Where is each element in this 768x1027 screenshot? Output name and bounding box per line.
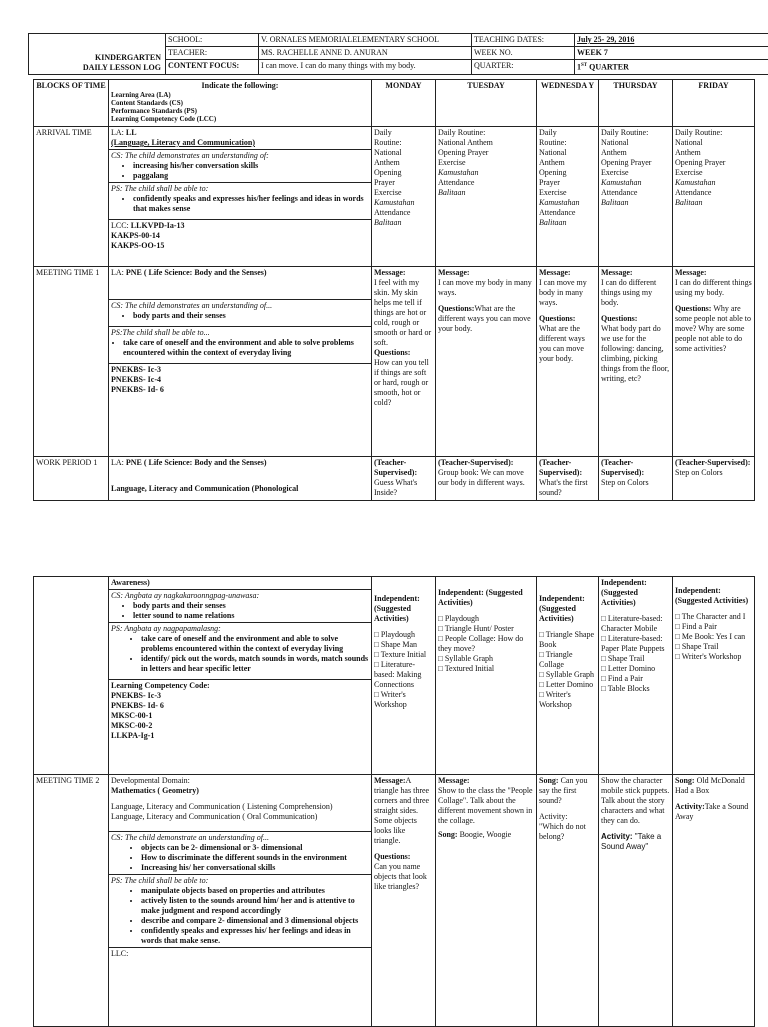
dates-value: July 25- 29, 2016 bbox=[575, 34, 768, 47]
song-text: Old McDonald Had a Box bbox=[675, 776, 745, 795]
cs-item: • letter sound to name relations bbox=[133, 611, 369, 621]
meeting1-wednesday bbox=[537, 267, 599, 457]
routine-line: Balitaan bbox=[438, 188, 534, 198]
domain-lang2: Language, Literacy and Communication ( Oral Communication) bbox=[111, 812, 369, 822]
questions-label: Questions: bbox=[438, 304, 474, 313]
activity-label: Activity: bbox=[539, 812, 596, 822]
block-arrival: ARRIVAL TIME bbox=[34, 127, 109, 267]
work1cont-cs bbox=[109, 589, 371, 622]
activity-item: □ Writer's Workshop bbox=[539, 690, 596, 710]
lcc-code: KAKPS-00-14 bbox=[111, 231, 160, 240]
meeting1-tuesday bbox=[436, 267, 537, 457]
meeting1-ps bbox=[109, 326, 371, 363]
message-label: Message: bbox=[675, 268, 752, 278]
meeting2-domain bbox=[109, 775, 371, 831]
legend-ps: Performance Standards (PS) bbox=[111, 107, 369, 115]
la-label: LA: bbox=[111, 268, 124, 277]
routine-line: Exercise bbox=[438, 158, 534, 168]
message-text: I can move my body in many ways. bbox=[539, 278, 596, 308]
routine-line: Prayer bbox=[374, 178, 433, 188]
activity-item: □ Texture Initial bbox=[374, 650, 433, 660]
work1cont-ps bbox=[109, 622, 371, 679]
indicate-heading: Indicate the following: bbox=[111, 81, 369, 91]
routine-line: Opening Prayer bbox=[675, 158, 752, 168]
cs-intro: CS: The child demonstrate an understanding of... bbox=[111, 833, 369, 843]
routine-line: Exercise bbox=[374, 188, 433, 198]
meeting1-codes bbox=[109, 363, 371, 396]
work1cont-wednesday bbox=[537, 577, 599, 775]
activity-item: □ Syllable Graph bbox=[539, 670, 596, 680]
routine-line: National bbox=[601, 138, 670, 148]
activity-text: "Which do not belong? bbox=[539, 822, 596, 842]
la-code: LL bbox=[126, 128, 137, 137]
header-title bbox=[29, 34, 166, 75]
lcc-code: LLKVPD-Ia-13 bbox=[131, 221, 185, 230]
work1-wednesday bbox=[537, 457, 599, 501]
lcc-title: Learning Competency Code: bbox=[111, 681, 369, 691]
lcc-code: PNEKBS- Ic-3 bbox=[111, 365, 369, 375]
meeting2-wednesday bbox=[537, 775, 599, 1027]
arrival-ps bbox=[109, 182, 371, 219]
cs-item: • body parts and their senses bbox=[133, 601, 369, 611]
la-value-2: Language, Literacy and Communication (Phonological bbox=[111, 484, 369, 494]
block-work1-continued bbox=[34, 577, 109, 775]
col-blocks: BLOCKS OF TIME bbox=[34, 80, 109, 127]
activity-item: □ Shape Man bbox=[374, 640, 433, 650]
work1-friday bbox=[673, 457, 755, 501]
teacher-label: TEACHER: bbox=[166, 47, 259, 60]
routine-line: Opening Prayer bbox=[438, 148, 534, 158]
meeting1-friday bbox=[673, 267, 755, 457]
col-indicate bbox=[109, 80, 372, 127]
activity-item: □ Writer's Workshop bbox=[675, 652, 752, 662]
ps-item: • confidently speaks and expresses his/ her feelings and ideas in words that make sense. bbox=[141, 926, 369, 946]
independent-heading: Independent: (Suggested Activities) bbox=[539, 594, 596, 624]
activity-text: Step on Colors bbox=[675, 468, 752, 478]
message-text: I can do different things using my body. bbox=[675, 278, 752, 298]
work1-indicators bbox=[109, 457, 372, 501]
ps-intro: PS: The child shall be able to: bbox=[111, 184, 369, 194]
activity-item: □ Playdough bbox=[438, 614, 534, 624]
song-label: Song: bbox=[539, 776, 559, 785]
thursday-text: Show the character mobile stick puppets. Talk about the story characters and what they can do. bbox=[601, 776, 670, 826]
routine-line: Daily bbox=[374, 128, 433, 138]
activity-heading: (Teacher-Supervised): bbox=[601, 458, 670, 478]
cs-item: • Increasing his/ her conversational skills bbox=[141, 863, 369, 873]
routine-line: National bbox=[539, 148, 596, 158]
questions-text: How can you tell if things are soft or hard, rough or smooth, hot or cold? bbox=[374, 358, 433, 408]
activity-item: □ Literature-based: Making Connections bbox=[374, 660, 433, 690]
activity-heading: (Teacher-Supervised): bbox=[438, 458, 534, 468]
activity-item: □ Shape Trail bbox=[675, 642, 752, 652]
la-label: LA: bbox=[111, 458, 124, 467]
meeting2-friday bbox=[673, 775, 755, 1027]
school-value: V. ORNALES MEMORIALELEMENTARY SCHOOL bbox=[259, 34, 472, 47]
activity-text: Step on Colors bbox=[601, 478, 670, 488]
lcc-code: PNEKBS- Ic-3 bbox=[111, 691, 369, 701]
message-label: Message: bbox=[438, 776, 534, 786]
arrival-la bbox=[109, 127, 371, 149]
activity-item: □ Syllable Graph bbox=[438, 654, 534, 664]
activity-label: Activity: bbox=[675, 802, 705, 811]
routine-line: Kamustahan bbox=[539, 198, 596, 208]
quarter-label: QUARTER: bbox=[472, 60, 575, 75]
activity-item: □ Table Blocks bbox=[601, 684, 670, 694]
activity-text: What's the first sound? bbox=[539, 478, 596, 498]
meeting2-cs bbox=[109, 831, 371, 874]
questions-label: Questions: bbox=[539, 314, 596, 324]
school-label: SCHOOL: bbox=[166, 34, 259, 47]
routine-line: Opening bbox=[374, 168, 433, 178]
activity-heading: (Teacher-Supervised): bbox=[539, 458, 596, 478]
work1cont-tuesday bbox=[436, 577, 537, 775]
questions-text: What are the different ways you can move your body. bbox=[539, 324, 596, 364]
la-label: LA: bbox=[111, 128, 124, 137]
focus-value: I can move. I can do many things with my body. bbox=[259, 60, 472, 75]
arrival-lcc bbox=[109, 219, 371, 252]
activity-item: □ Me Book: Yes I can bbox=[675, 632, 752, 642]
llc-label: LLC: bbox=[109, 947, 371, 960]
week-value: WEEK 7 bbox=[575, 47, 768, 60]
lcc-label: LCC: bbox=[111, 221, 129, 230]
questions-text: Can you name objects that look like triangles? bbox=[374, 862, 433, 892]
activity-item: □ Triangle Shape Book bbox=[539, 630, 596, 650]
questions-label: Questions: bbox=[601, 314, 670, 324]
routine-line: Balitaan bbox=[374, 218, 433, 228]
focus-label: CONTENT FOCUS: bbox=[166, 60, 259, 75]
message-text: I can move my body in many ways. bbox=[438, 278, 534, 298]
independent-heading: Independent: (Suggested Activities) bbox=[675, 586, 752, 606]
routine-line: Balitaan bbox=[539, 218, 596, 228]
legend-lcc: Learning Competency Code (LCC) bbox=[111, 115, 369, 123]
routine-line: Daily Routine: bbox=[601, 128, 670, 138]
song-label: Song: bbox=[438, 830, 458, 839]
message-label: Message: bbox=[539, 268, 596, 278]
lcc-code: PNEKBS- Id- 6 bbox=[111, 701, 369, 711]
lcc-code: PNEKBS- Ic-4 bbox=[111, 375, 369, 385]
message-text: A triangle has three corners and three straight sides. Some objects looks like triangle. bbox=[374, 776, 429, 845]
routine-line: Attendance bbox=[601, 188, 670, 198]
routine-line: National bbox=[675, 138, 752, 148]
col-monday: MONDAY bbox=[372, 80, 436, 127]
routine-line: Exercise bbox=[539, 188, 596, 198]
activity-heading: (Teacher-Supervised): bbox=[675, 458, 752, 468]
lcc-code: MKSC-00-2 bbox=[111, 721, 369, 731]
ps-item: • take care of oneself and the environment and able to solve problems encountered within the context of everyday living bbox=[123, 338, 369, 358]
cs-item: • body parts and their senses bbox=[133, 311, 369, 321]
cs-intro: CS: Angbata ay nagkakaroonngpag-unawasa: bbox=[111, 591, 369, 601]
title-line2: DAILY LESSON LOG bbox=[31, 63, 161, 73]
routine-line: Balitaan bbox=[601, 198, 670, 208]
routine-line: Anthem bbox=[675, 148, 752, 158]
activity-item: □ Literature-based: Character Mobile bbox=[601, 614, 670, 634]
quarter-num: 1 bbox=[577, 63, 581, 72]
questions-text: What are the different ways you can move your body. bbox=[438, 304, 531, 333]
ps-intro: PS:The child shall be able to... bbox=[111, 328, 369, 338]
activity-item: □ Find a Pair bbox=[601, 674, 670, 684]
arrival-friday bbox=[673, 127, 755, 267]
activity-item: □ Triangle Hunt/ Poster bbox=[438, 624, 534, 634]
block-meeting1: MEETING TIME 1 bbox=[34, 267, 109, 457]
lcc-code: LLKPA-Ig-1 bbox=[111, 731, 369, 741]
work1cont-friday bbox=[673, 577, 755, 775]
work1-monday bbox=[372, 457, 436, 501]
work1cont-monday bbox=[372, 577, 436, 775]
quarter-sup: ST bbox=[581, 63, 587, 68]
activity-item: □ Letter Domino bbox=[601, 664, 670, 674]
activity-item: □ Textured Initial bbox=[438, 664, 534, 674]
title-line1: KINDERGARTEN bbox=[31, 53, 161, 63]
arrival-tuesday bbox=[436, 127, 537, 267]
message-label: Message: bbox=[438, 268, 534, 278]
routine-line: Attendance bbox=[675, 188, 752, 198]
routine-line: Routine: bbox=[539, 138, 596, 148]
header-table bbox=[28, 33, 768, 75]
routine-line: Kamustahan bbox=[675, 178, 752, 188]
work1-thursday bbox=[599, 457, 673, 501]
legend-la: Learning Area (LA) bbox=[111, 91, 369, 99]
message-text: Show to the class the "People Collage". Talk about the different movement shown in the collage. bbox=[438, 786, 534, 826]
meeting1-la bbox=[109, 267, 371, 299]
routine-line: Balitaan bbox=[675, 198, 752, 208]
dates-label: TEACHING DATES: bbox=[472, 34, 575, 47]
cs-intro: CS: The child demonstrates an understanding of... bbox=[111, 301, 369, 311]
week-label: WEEK NO. bbox=[472, 47, 575, 60]
meeting1-indicators bbox=[109, 267, 372, 457]
activity-item: □ Triangle Collage bbox=[539, 650, 596, 670]
ps-item: • identify/ pick out the words, match sounds in words, match sounds in letters and hear specific letter bbox=[141, 654, 369, 674]
activity-text: Take a Sound Away bbox=[675, 802, 748, 821]
routine-line: Daily Routine: bbox=[675, 128, 752, 138]
teacher-value: MS. RACHELLE ANNE D. ANURAN bbox=[259, 47, 472, 60]
routine-line: National Anthem bbox=[438, 138, 534, 148]
arrival-thursday bbox=[599, 127, 673, 267]
legend-cs: Content Standards (CS) bbox=[111, 99, 369, 107]
message-text: I feel with my skin. My skin helps me tell if things are hot or cold, rough or smooth or hard or soft. bbox=[374, 278, 433, 348]
questions-label: Questions: bbox=[374, 348, 433, 358]
arrival-cs bbox=[109, 149, 371, 182]
activity-text: Group book: We can move our body in different ways. bbox=[438, 468, 534, 488]
activity-item: □ Writer's Workshop bbox=[374, 690, 433, 710]
song-label: Song: bbox=[675, 776, 695, 785]
questions-label: Questions: bbox=[675, 304, 711, 313]
ps-item: • actively listen to the sounds around him/ her and is attentive to make judgment and respond accordingly bbox=[141, 896, 369, 916]
ps-intro: PS: The child shall be able to: bbox=[111, 876, 369, 886]
independent-heading: Independent: (Suggested Activities) bbox=[601, 578, 670, 608]
routine-line: Anthem bbox=[539, 158, 596, 168]
activity-text: Guess What's Inside? bbox=[374, 478, 433, 498]
routine-line: Daily bbox=[539, 128, 596, 138]
routine-line: Attendance bbox=[374, 208, 433, 218]
routine-line: Kamustahan bbox=[438, 168, 534, 178]
activity-item: □ Playdough bbox=[374, 630, 433, 640]
arrival-indicators bbox=[109, 127, 372, 267]
routine-line: Anthem bbox=[374, 158, 433, 168]
song-text: Boogie, Woogie bbox=[460, 830, 512, 839]
awareness-text: Awareness) bbox=[109, 577, 371, 589]
routine-line: Exercise bbox=[601, 168, 670, 178]
ps-item: • take care of oneself and the environment and able to solve problems encountered within the context of everyday living bbox=[141, 634, 369, 654]
domain-lang1: Language, Literacy and Communication ( Listening Comprehension) bbox=[111, 802, 369, 812]
activity-item: □ The Character and I bbox=[675, 612, 752, 622]
song-text: Can you say the first sound? bbox=[539, 776, 587, 805]
questions-text: What body part do we use for the following: dancing, climbing, picking things from the floor, writing, etc? bbox=[601, 324, 670, 384]
quarter-value bbox=[575, 60, 768, 75]
activity-item: □ Find a Pair bbox=[675, 622, 752, 632]
quarter-word: QUARTER bbox=[587, 63, 629, 72]
routine-line: National bbox=[374, 148, 433, 158]
col-tuesday: TUESDAY bbox=[436, 80, 537, 127]
independent-heading: Independent: (Suggested Activities) bbox=[438, 588, 534, 608]
activity-label: Activity: bbox=[601, 832, 633, 841]
routine-line: Prayer bbox=[539, 178, 596, 188]
message-label: Message: bbox=[374, 268, 433, 278]
message-label: Message: bbox=[374, 776, 406, 785]
activity-item: □ Shape Trail bbox=[601, 654, 670, 664]
activity-item: □ Letter Domino bbox=[539, 680, 596, 690]
routine-line: Daily Routine: bbox=[438, 128, 534, 138]
cs-item: • How to discriminate the different sounds in the environment bbox=[141, 853, 369, 863]
arrival-wednesday bbox=[537, 127, 599, 267]
questions-label: Questions: bbox=[374, 852, 433, 862]
routine-line: Exercise bbox=[675, 168, 752, 178]
ps-intro: PS: Angbata ay nagpapamalasng: bbox=[111, 624, 369, 634]
ps-item: • manipulate objects based on properties and attributes bbox=[141, 886, 369, 896]
la-value: PNE ( Life Science: Body and the Senses) bbox=[126, 268, 267, 277]
message-text: I can do different things using my body. bbox=[601, 278, 670, 308]
arrival-monday bbox=[372, 127, 436, 267]
independent-heading: Independent: (Suggested Activities) bbox=[374, 594, 433, 624]
meeting2-tuesday bbox=[436, 775, 537, 1027]
lesson-table-page2 bbox=[33, 576, 755, 1027]
domain-math: Mathematics ( Geometry) bbox=[111, 786, 369, 796]
activity-text: "Take a Sound Away" bbox=[601, 832, 661, 851]
la-full: (Language, Literacy and Communication) bbox=[111, 138, 255, 147]
routine-line: Routine: bbox=[374, 138, 433, 148]
col-wednesday: WEDNESDA Y bbox=[537, 80, 599, 127]
cs-intro: CS: The child demonstrates an understanding of: bbox=[111, 151, 369, 161]
work1cont-indicators bbox=[109, 577, 372, 775]
cs-item: • increasing his/her conversation skills bbox=[133, 161, 369, 171]
meeting2-monday bbox=[372, 775, 436, 1027]
la-value: PNE ( Life Science: Body and the Senses) bbox=[126, 458, 267, 467]
work1-tuesday bbox=[436, 457, 537, 501]
meeting2-indicators bbox=[109, 775, 372, 1027]
domain-label: Developmental Domain: bbox=[111, 776, 369, 786]
ps-item: • describe and compare 2- dimensional and 3 dimensional objects bbox=[141, 916, 369, 926]
meeting2-thursday bbox=[599, 775, 673, 1027]
routine-line: Kamustahan bbox=[601, 178, 670, 188]
routine-line: Kamustahan bbox=[374, 198, 433, 208]
routine-line: Opening bbox=[539, 168, 596, 178]
activity-heading: (Teacher-Supervised): bbox=[374, 458, 433, 478]
ps-item: • confidently speaks and expresses his/her feelings and ideas in words that makes sense bbox=[133, 194, 369, 214]
col-friday: FRIDAY bbox=[673, 80, 755, 127]
work1cont-lcc bbox=[109, 679, 371, 742]
message-label: Message: bbox=[601, 268, 670, 278]
cs-item: • objects can be 2- dimensional or 3- dimensional bbox=[141, 843, 369, 853]
meeting1-monday bbox=[372, 267, 436, 457]
meeting2-ps bbox=[109, 874, 371, 947]
activity-item: □ People Collage: How do they move? bbox=[438, 634, 534, 654]
meeting1-cs bbox=[109, 299, 371, 326]
lcc-code: KAKPS-OO-15 bbox=[111, 241, 164, 250]
routine-line: Anthem bbox=[601, 148, 670, 158]
cs-item: • paggalang bbox=[133, 171, 369, 181]
block-work1: WORK PERIOD 1 bbox=[34, 457, 109, 501]
block-meeting2: MEETING TIME 2 bbox=[34, 775, 109, 1027]
routine-line: Attendance bbox=[539, 208, 596, 218]
lcc-code: MKSC-00-1 bbox=[111, 711, 369, 721]
routine-line: Attendance bbox=[438, 178, 534, 188]
meeting1-thursday bbox=[599, 267, 673, 457]
col-thursday: THURSDAY bbox=[599, 80, 673, 127]
routine-line: Opening Prayer bbox=[601, 158, 670, 168]
activity-item: □ Literature-based: Paper Plate Puppets bbox=[601, 634, 670, 654]
lcc-code: PNEKBS- Id- 6 bbox=[111, 385, 369, 395]
work1cont-thursday bbox=[599, 577, 673, 775]
lesson-table-page1 bbox=[33, 79, 755, 501]
questions-text: Why are some people not able to move? Why are some people not able to do some activities? bbox=[675, 304, 751, 353]
